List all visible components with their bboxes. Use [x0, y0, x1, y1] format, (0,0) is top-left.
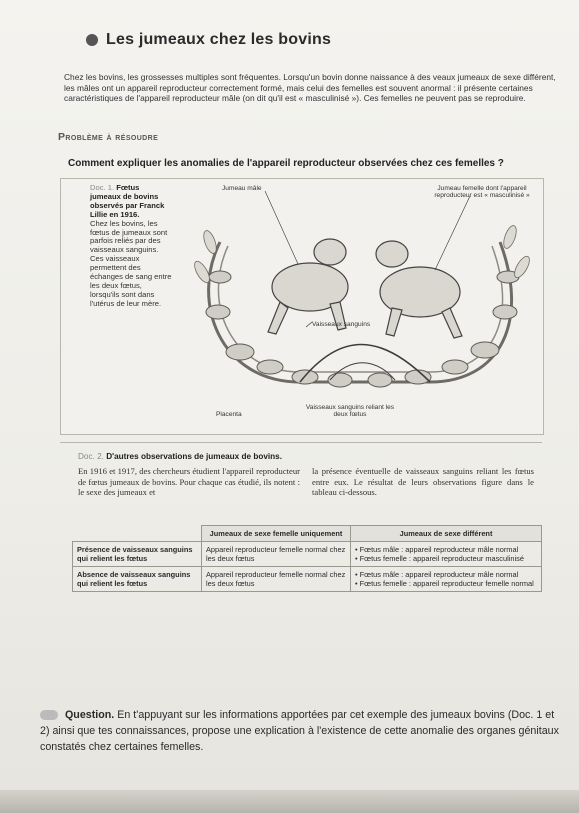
question-block	[40, 707, 560, 755]
row-head-vessels-absent: Absence de vaisseaux sanguins qui relient les fœtus	[73, 567, 202, 592]
cell-female-result: • Fœtus femelle : appareil reproducteur femelle normal	[355, 579, 534, 588]
problem-question: Comment expliquer les anomalies de l'appareil reproducteur observées chez ces femelles ?	[68, 158, 504, 169]
cell-mixed-vessels	[351, 542, 542, 567]
doc1-title: Fœtus jumeaux de bovins observés par Franck Lillie en 1916.	[90, 183, 165, 219]
label-blood-vessels: Vaisseaux sanguins	[312, 321, 371, 328]
question-label: Question.	[64, 709, 115, 721]
doc2-text-left: En 1916 et 1917, des chercheurs étudient l'appareil reproducteur de fœtus jumeaux de bovins. Pour chaque cas étudié, ils notent : le sexe des jumeaux et	[78, 466, 300, 498]
label-placenta: Placenta	[216, 411, 242, 418]
doc1-label: Doc. 1.	[90, 183, 115, 192]
doc2-title: D'autres observations de jumeaux de bovins.	[106, 452, 282, 461]
pencil-icon	[40, 710, 58, 720]
row-head-vessels-present: Présence de vaisseaux sanguins qui relient les fœtus	[73, 542, 202, 567]
twin-fetuses-illustration	[180, 182, 540, 430]
doc2-text-right: la présence éventuelle de vaisseaux sanguins reliant les fœtus entre eux. Le résultat de leurs observations figure dans le tableau ci-dessous.	[312, 466, 534, 498]
illustration-svg	[180, 182, 540, 430]
label-female-twin: Jumeau femelle dont l'appareil reproducteur est « masculinisé »	[434, 185, 530, 200]
question-text: En t'appuyant sur les informations apportées par cet exemple des jumeaux bovins (Doc. 1 et 2) ainsi que tes connaissances, propose une explication à l'existence de cette anomalie des organes génitaux constatés chez certaines femelles.	[40, 709, 559, 753]
doc1-text-block	[90, 184, 172, 309]
cell-mixed-novessels	[351, 567, 542, 592]
table-row	[73, 542, 542, 567]
cell-female-only-novessels: Appareil reproducteur femelle normal chez les deux fœtus	[202, 567, 351, 592]
doc2-label: Doc. 2.	[78, 452, 104, 461]
title-row	[86, 31, 331, 49]
bullet-icon	[86, 34, 98, 46]
label-linking-vessels: Vaisseaux sanguins reliant les deux fœtus	[305, 404, 395, 419]
table-header-row	[73, 526, 542, 542]
table-row	[73, 567, 542, 592]
cell-male-result: • Fœtus mâle : appareil reproducteur mâle normal	[355, 545, 519, 554]
table-header-empty	[73, 526, 202, 542]
page-bottom-edge	[0, 790, 579, 813]
doc1-text: Chez les bovins, les fœtus de jumeaux sont parfois reliés par des vaisseaux sanguins. Ces vaisseaux permettent des échanges de sang entre les deux fœtus, lorsqu'ils sont dans l'utérus de leur mère.	[90, 218, 172, 308]
intro-paragraph: Chez les bovins, les grossesses multiples sont fréquentes. Lorsqu'un bovin donne naissance à des veaux jumeaux de sexe différent, les mâles ont un appareil reproducteur correctement formé, mais celui des femelles est souvent anormal : il présente certaines caractéristiques de l'appareil reproducteur mâle (on dit qu'il est « masculinisé »). Ces femelles ne peuvent pas se reproduire.	[64, 72, 556, 104]
cell-male-result: • Fœtus mâle : appareil reproducteur mâle normal	[355, 570, 519, 579]
cell-female-only-vessels: Appareil reproducteur femelle normal chez les deux fœtus	[202, 542, 351, 567]
table-header-female-only: Jumeaux de sexe femelle uniquement	[202, 526, 351, 542]
cell-female-result: • Fœtus femelle : appareil reproducteur masculinisé	[355, 554, 524, 563]
page-title: Les jumeaux chez les bovins	[106, 31, 332, 48]
problem-heading: Problème à résoudre	[58, 131, 159, 143]
table-header-mixed-sex: Jumeaux de sexe différent	[351, 526, 542, 542]
observations-table	[72, 525, 542, 592]
doc2-title-line	[78, 452, 282, 461]
label-male-twin: Jumeau mâle	[222, 185, 262, 192]
